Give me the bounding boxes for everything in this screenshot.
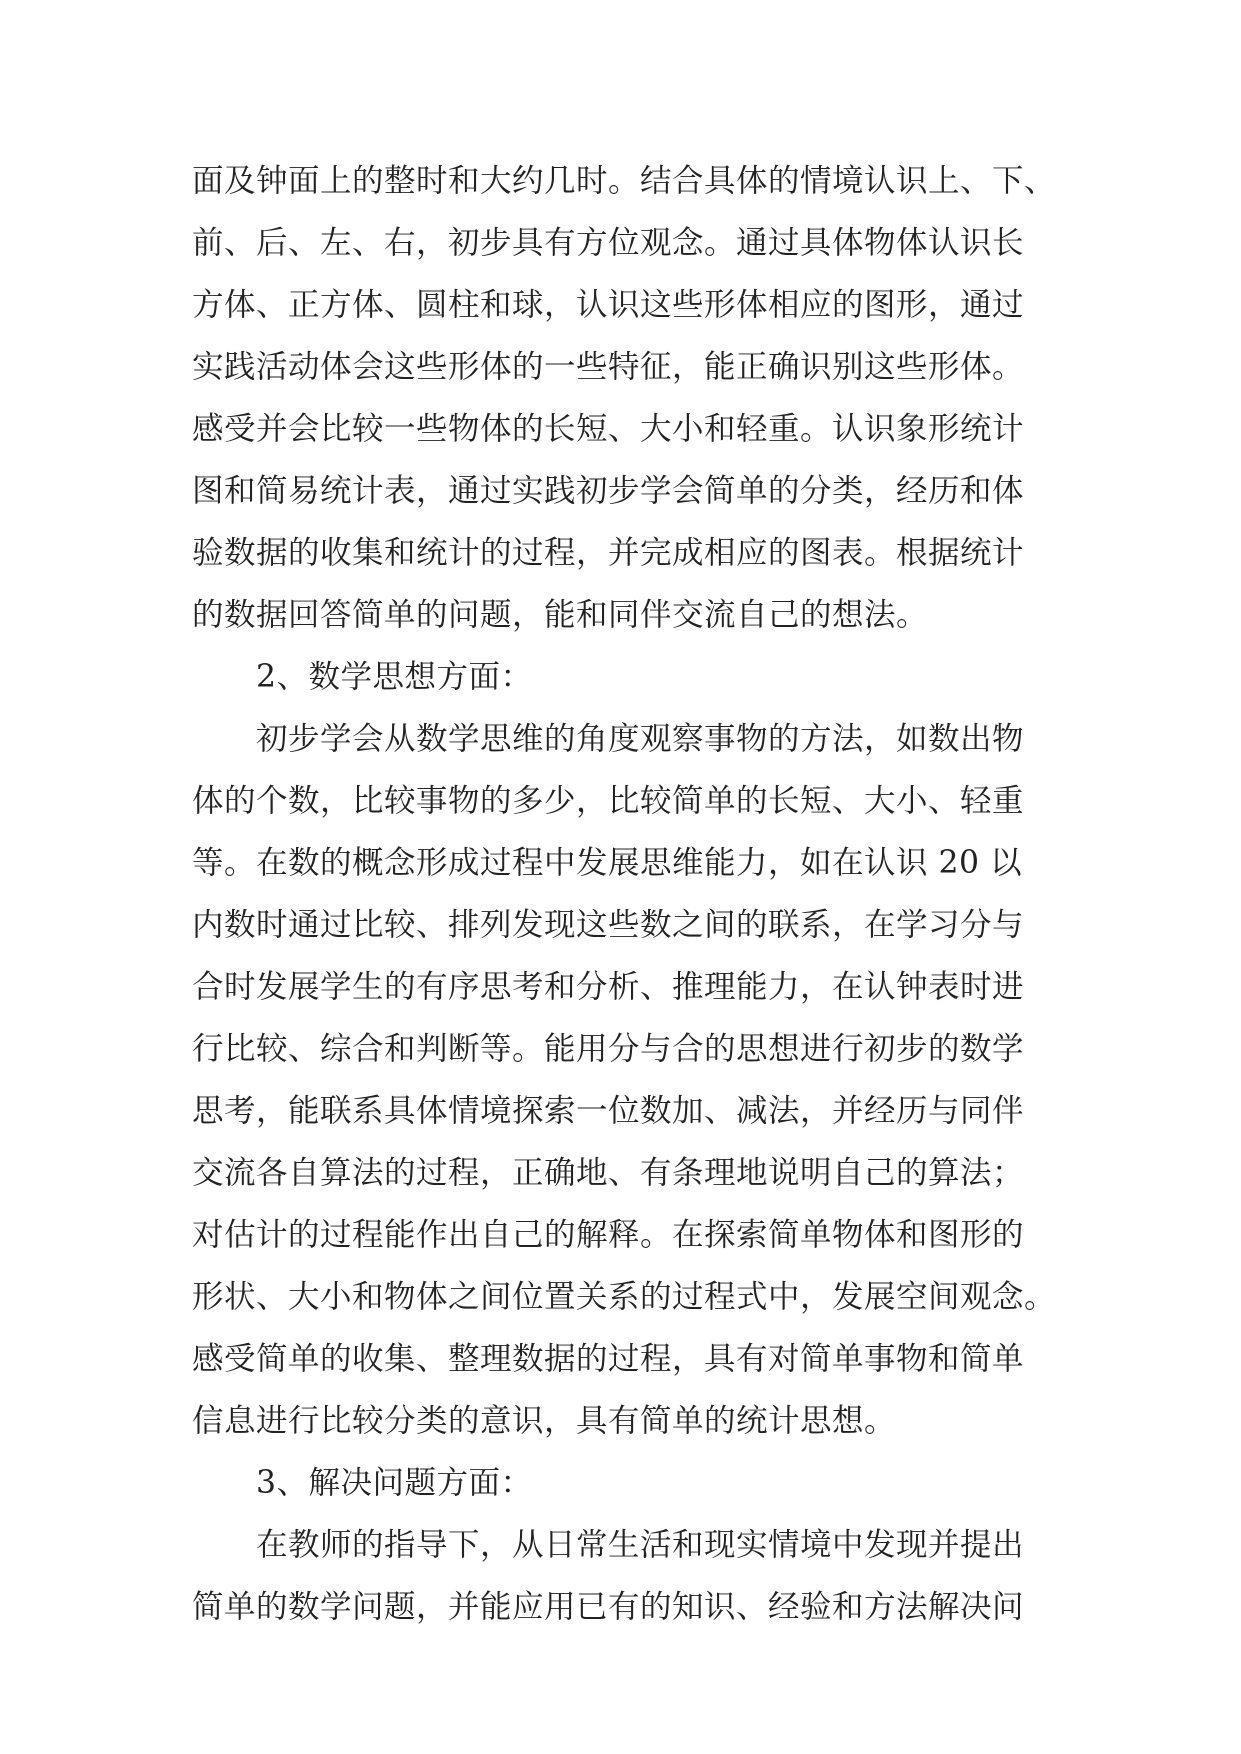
text-line: 简单的数学问题，并能应用已有的知识、经验和方法解决问: [192, 1589, 1025, 1625]
text-line: 前、后、左、右，初步具有方位观念。通过具体物体认识长: [192, 225, 1025, 261]
text-line: 感受并会比较一些物体的长短、大小和轻重。认识象形统计: [192, 411, 1025, 447]
text-line: 验数据的收集和统计的过程，并完成相应的图表。根据统计: [192, 535, 1025, 571]
text-line: 等。在数的概念形成过程中发展思维能力，如在认识 20 以: [192, 845, 1023, 881]
text-line: 初步学会从数学思维的角度观察事物的方法，如数出物: [256, 721, 1025, 757]
text-line: 内数时通过比较、排列发现这些数之间的联系，在学习分与: [192, 907, 1025, 943]
section-heading: 2、数学思想方面：: [256, 659, 533, 695]
text-line: 实践活动体会这些形体的一些特征，能正确识别这些形体。: [192, 349, 1025, 385]
text-line: 信息进行比较分类的意识，具有简单的统计思想。: [192, 1403, 897, 1439]
text-line: 交流各自算法的过程，正确地、有条理地说明自己的算法；: [192, 1155, 1025, 1191]
text-line: 面及钟面上的整时和大约几时。结合具体的情境认识上、下、: [192, 163, 1057, 199]
text-line: 在教师的指导下，从日常生活和现实情境中发现并提出: [256, 1527, 1025, 1563]
section-heading: 3、解决问题方面：: [256, 1465, 533, 1501]
body-text: [192, 150, 1072, 1638]
text-line: 行比较、综合和判断等。能用分与合的思想进行初步的数学: [192, 1031, 1025, 1067]
text-line: 形状、大小和物体之间位置关系的过程式中，发展空间观念。: [192, 1279, 1057, 1315]
text-line: 的数据回答简单的问题，能和同伴交流自己的想法。: [192, 597, 929, 633]
text-line: 合时发展学生的有序思考和分析、推理能力，在认钟表时进: [192, 969, 1025, 1005]
text-line: 体的个数，比较事物的多少，比较简单的长短、大小、轻重: [192, 783, 1025, 819]
text-line: 方体、正方体、圆柱和球，认识这些形体相应的图形，通过: [192, 287, 1025, 323]
text-line: 对估计的过程能作出自己的解释。在探索简单物体和图形的: [192, 1217, 1025, 1253]
text-line: 思考，能联系具体情境探索一位数加、减法，并经历与同伴: [192, 1093, 1025, 1129]
text-line: 感受简单的收集、整理数据的过程，具有对简单事物和简单: [192, 1341, 1025, 1377]
text-line: 图和简易统计表，通过实践初步学会简单的分类，经历和体: [192, 473, 1025, 509]
